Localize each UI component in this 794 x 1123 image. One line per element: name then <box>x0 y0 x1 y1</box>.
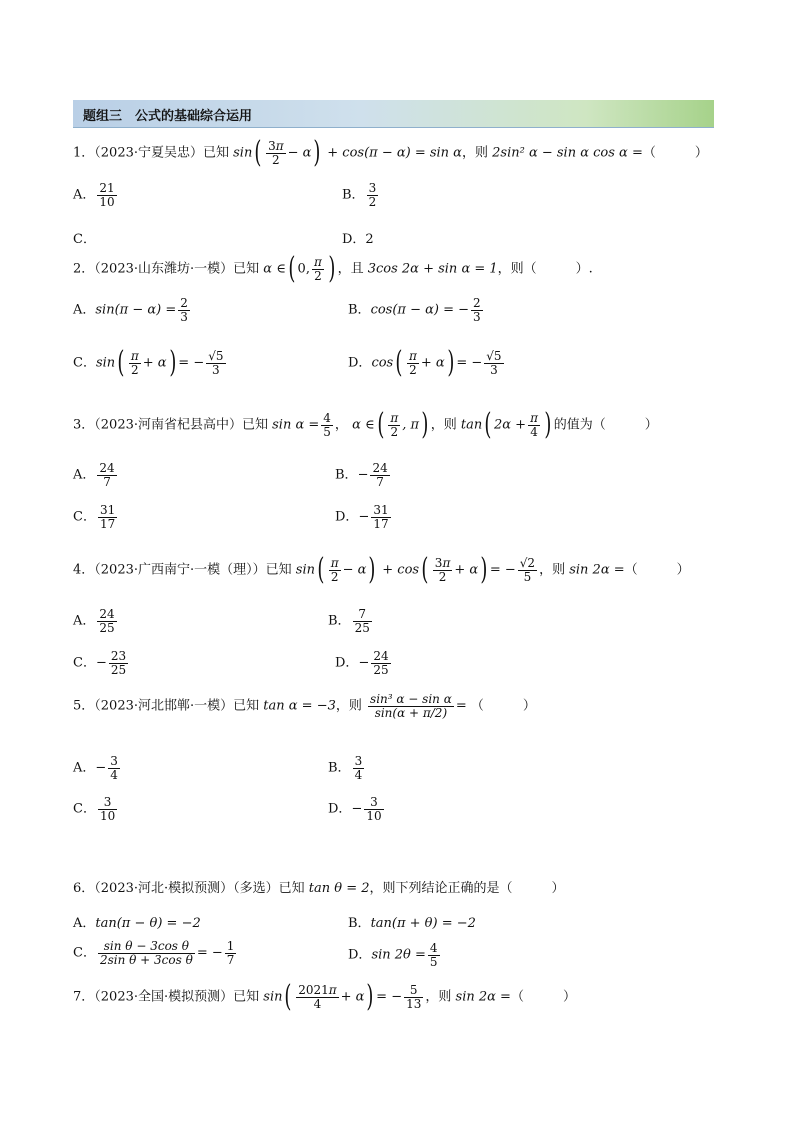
option-3b[interactable]: B．− $\frac{24}{7}$ <box>335 461 388 489</box>
option-4b[interactable]: B． $\frac{7}{25}$ <box>328 607 370 635</box>
option-1a[interactable]: A． $\frac{21}{10}$ <box>73 181 115 209</box>
option-5b[interactable]: B． $\frac{3}{4}$ <box>328 754 363 782</box>
option-1c[interactable]: C． <box>73 232 96 247</box>
question-6: 6．（2023·河北·模拟预测）（多选）已知 tan θ = 2，则下列结论正确的是（ ） <box>73 881 565 896</box>
option-2a[interactable]: A．sin(π − α) = $\frac{2}{3}$ <box>73 296 188 324</box>
option-3a[interactable]: A． $\frac{24}{7}$ <box>73 461 115 489</box>
option-6a[interactable]: A．tan(π − θ) = −2 <box>73 916 201 931</box>
section-title: 题组三 公式的基础综合运用 <box>83 109 253 124</box>
option-4c[interactable]: C．− $\frac{23}{25}$ <box>73 649 127 677</box>
option-4d[interactable]: D．− $\frac{24}{25}$ <box>335 649 389 677</box>
option-2d[interactable]: D．cos( $\frac{\pi}{2}$ + α) = − $\frac{√5}{3}$ <box>348 345 502 380</box>
question-3: 3．（2023·河南省杞县高中）已知 sin α = $\frac{4}{5}$ ， α ∈( $\frac{\pi}{2}$ , π) ，则 tan( 2α + $\frac{\pi}{4}$ ) 的值为（ ） <box>73 407 658 442</box>
option-1b[interactable]: B． $\frac{3}{2}$ <box>342 181 377 209</box>
question-4: 4．（2023·广西南宁·一模（理））已知 sin( $\frac{\pi}{2}$ − α) + cos( $\frac{3\pi}{2}$ + α) = − $\frac{√2}{5}$ ，则 sin 2α =（ ） <box>73 552 690 587</box>
section-header <box>73 100 714 128</box>
option-2c[interactable]: C．sin( $\frac{\pi}{2}$ + α) = − $\frac{√5}{3}$ <box>73 345 224 380</box>
option-3d[interactable]: D．− $\frac{31}{17}$ <box>335 503 389 531</box>
option-3c[interactable]: C． $\frac{31}{17}$ <box>73 503 116 531</box>
option-6b[interactable]: B．tan(π + θ) = −2 <box>348 916 476 931</box>
option-5c[interactable]: C． $\frac{3}{10}$ <box>73 795 116 823</box>
question-7: 7．（2023·全国·模拟预测）已知 sin( $\frac{2021\pi}{4}$ + α) = − $\frac{5}{13}$ ，则 sin 2α =（ ） <box>73 979 576 1014</box>
option-2b[interactable]: B．cos(π − α) = − $\frac{2}{3}$ <box>348 296 481 324</box>
option-6c[interactable]: C． $\frac{\text{sin θ − 3cos θ}}{\text{2sin θ + 3cos θ}}$ = − $\frac{1}{7}$ <box>73 939 235 967</box>
option-6d[interactable]: D．sin 2θ = $\frac{4}{5}$ <box>348 941 438 969</box>
question-2: 2．（2023·山东潍坊·一模）已知 α ∈( 0, $\frac{\pi}{2}$ ) ，且 3cos 2α + sin α = 1，则（ ）. <box>73 251 593 286</box>
option-1d[interactable]: D．2 <box>342 232 374 247</box>
option-5d[interactable]: D．− $\frac{3}{10}$ <box>328 795 382 823</box>
question-1: 1．（2023·宁夏吴忠）已知 sin( $\frac{3\pi}{2}$ − α) + cos(π − α) = sin α，则 2sin² α − sin α cos α =（ ） <box>73 135 708 170</box>
option-4a[interactable]: A． $\frac{24}{25}$ <box>73 607 115 635</box>
option-5a[interactable]: A．− $\frac{3}{4}$ <box>73 754 118 782</box>
question-5: 5．（2023·河北邯郸·一模）已知 tan α = −3，则 $\frac{\text{sin³ α − sin α}}{\sin(\alpha + \pi/2)}$ = （ ） <box>73 692 536 720</box>
